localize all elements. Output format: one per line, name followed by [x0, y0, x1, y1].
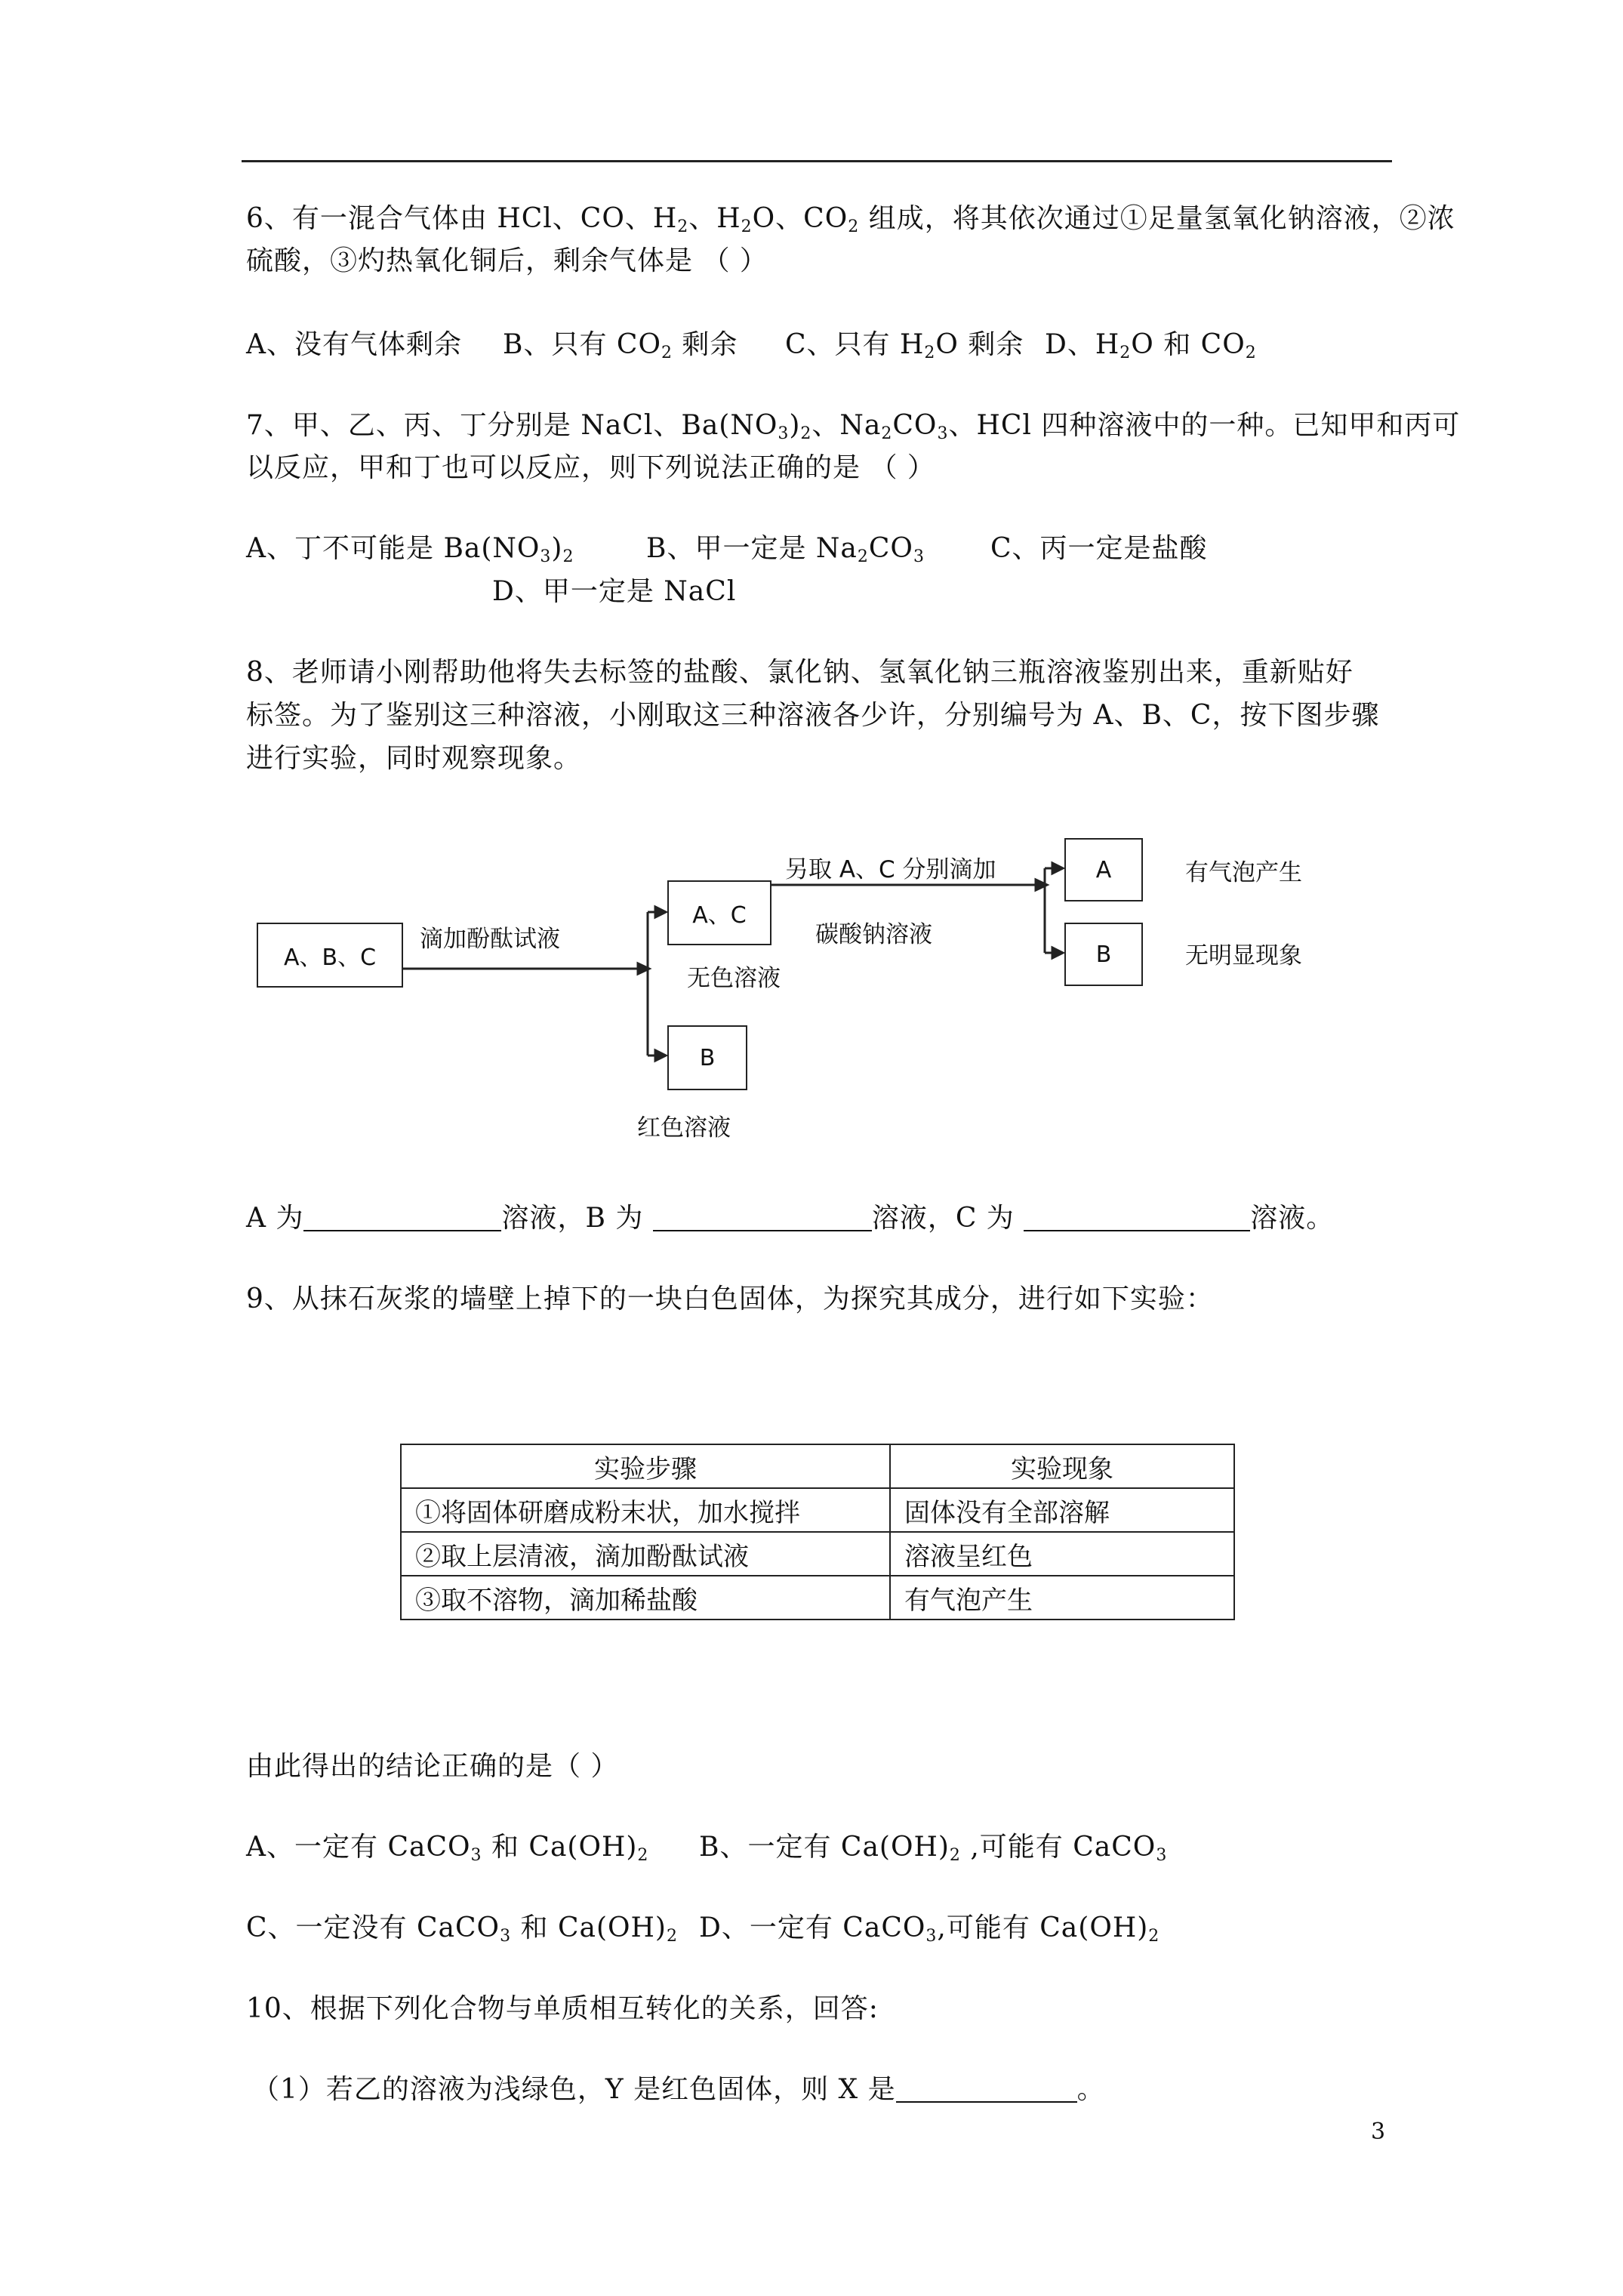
q7-option-d: D、甲一定是 NaCl: [492, 576, 737, 607]
answer-blank-b[interactable]: [653, 1203, 872, 1231]
q9-option-d: D、一定有 CaCO$_3$,可能有 $Ca(OH)_2$: [699, 1912, 1160, 1946]
flow-box-b-result: B: [1064, 923, 1143, 986]
answer-blank-c[interactable]: [1024, 1203, 1250, 1231]
table-cell: 固体没有全部溶解: [890, 1488, 1234, 1532]
table-cell: 溶液呈红色: [890, 1532, 1234, 1576]
flow-box-ac: A、C: [667, 880, 771, 945]
table-row: [401, 1488, 1234, 1532]
flow-result-a: 有气泡产生: [1185, 859, 1302, 886]
table-cell: ①将固体研磨成粉末状，加水搅拌: [401, 1488, 890, 1532]
answer-blank-a[interactable]: [303, 1203, 501, 1231]
q6-option-c: C、只有 $H_2O$ 剩余: [785, 329, 1024, 362]
flow-step2-top-label: 另取 A、C 分别滴加: [785, 856, 996, 883]
table-cell: 有气泡产生: [890, 1576, 1234, 1620]
flow-box-b: B: [667, 1025, 747, 1090]
q6-option-a: A、没有气体剩余: [246, 329, 462, 360]
table-row: [401, 1576, 1234, 1620]
q10-line1: 10、根据下列化合物与单质相互转化的关系，回答:: [246, 1993, 879, 2024]
q9-option-b: B、一定有 $Ca(OH)_2$ ,可能有 CaCO$_3$: [699, 1832, 1168, 1865]
q6-line1: 6、有一混合气体由 HCl、CO、$H_2$、$H_2O$、$CO_2$ 组成，将其依次通过①足量氢氧化钠溶液，②浓: [246, 203, 1455, 236]
flow-box-a-result: A: [1064, 838, 1143, 901]
q7-line2: 以反应，甲和丁也可以反应，则下列说法正确的是 （ ）: [246, 452, 935, 483]
table-header-phenomena: 实验现象: [890, 1444, 1234, 1488]
q8-answer-line: A 为 溶液，B 为 溶液，C 为 溶液。: [246, 1203, 1335, 1234]
experiment-table: [400, 1444, 1235, 1620]
table-cell: ③取不溶物，滴加稀盐酸: [401, 1576, 890, 1620]
q7-option-c: C、丙一定是盐酸: [990, 533, 1208, 564]
table-header-row: [401, 1444, 1234, 1488]
q10-sub1: （1）若乙的溶液为浅绿色，Y 是红色固体，则 X 是 。: [252, 2074, 1105, 2105]
q6-line2: 硫酸，③灼热氧化铜后，剩余气体是 （ ）: [246, 245, 768, 276]
flow-box-abc: A、B、C: [257, 923, 403, 988]
q9-option-c: C、一定没有 CaCO$_3$ 和 $Ca(OH)_2$: [246, 1912, 678, 1946]
q9-line1: 9、从抹石灰浆的墙壁上掉下的一块白色固体，为探究其成分，进行如下实验：: [246, 1284, 1214, 1314]
q6-option-d: D、$H_2O$ 和 $CO_2$: [1045, 329, 1257, 362]
page-number: 3: [1371, 2119, 1386, 2145]
q7-option-a: A、丁不可能是 $Ba(NO_3)_2$: [246, 533, 574, 566]
answer-blank-x[interactable]: [896, 2074, 1077, 2103]
q7-line1: 7、甲、乙、丙、丁分别是 NaCl、$Ba(NO_3)_2$、$Na_2CO_3$、HCl 四种溶液中的一种。已知甲和丙可: [246, 410, 1461, 443]
q9-conclusion: 由此得出的结论正确的是（ ）: [246, 1751, 619, 1782]
flow-label-red: 红色溶液: [637, 1114, 731, 1142]
table-header-steps: 实验步骤: [401, 1444, 890, 1488]
q8-line1: 8、老师请小刚帮助他将失去标签的盐酸、氯化钠、氢氧化钠三瓶溶液鉴别出来，重新贴好: [246, 657, 1354, 688]
q8-line2: 标签。为了鉴别这三种溶液，小刚取这三种溶液各少许，分别编号为 A、B、C，按下图步骤: [246, 700, 1380, 731]
flow-result-b: 无明显现象: [1185, 942, 1302, 969]
flow-label-colorless: 无色溶液: [687, 965, 781, 992]
q8-line3: 进行实验，同时观察现象。: [246, 743, 582, 774]
q9-option-a: A、一定有 CaCO$_3$ 和 $Ca(OH)_2$: [246, 1832, 649, 1865]
table-cell: ②取上层清液，滴加酚酞试液: [401, 1532, 890, 1576]
q7-option-b: B、甲一定是 $Na_2CO_3$: [646, 533, 925, 566]
flow-step1-label: 滴加酚酞试液: [420, 926, 560, 953]
table-row: [401, 1532, 1234, 1576]
flow-step2-bottom-label: 碳酸钠溶液: [815, 921, 932, 948]
q6-option-b: B、只有 $CO_2$ 剩余: [503, 329, 738, 362]
